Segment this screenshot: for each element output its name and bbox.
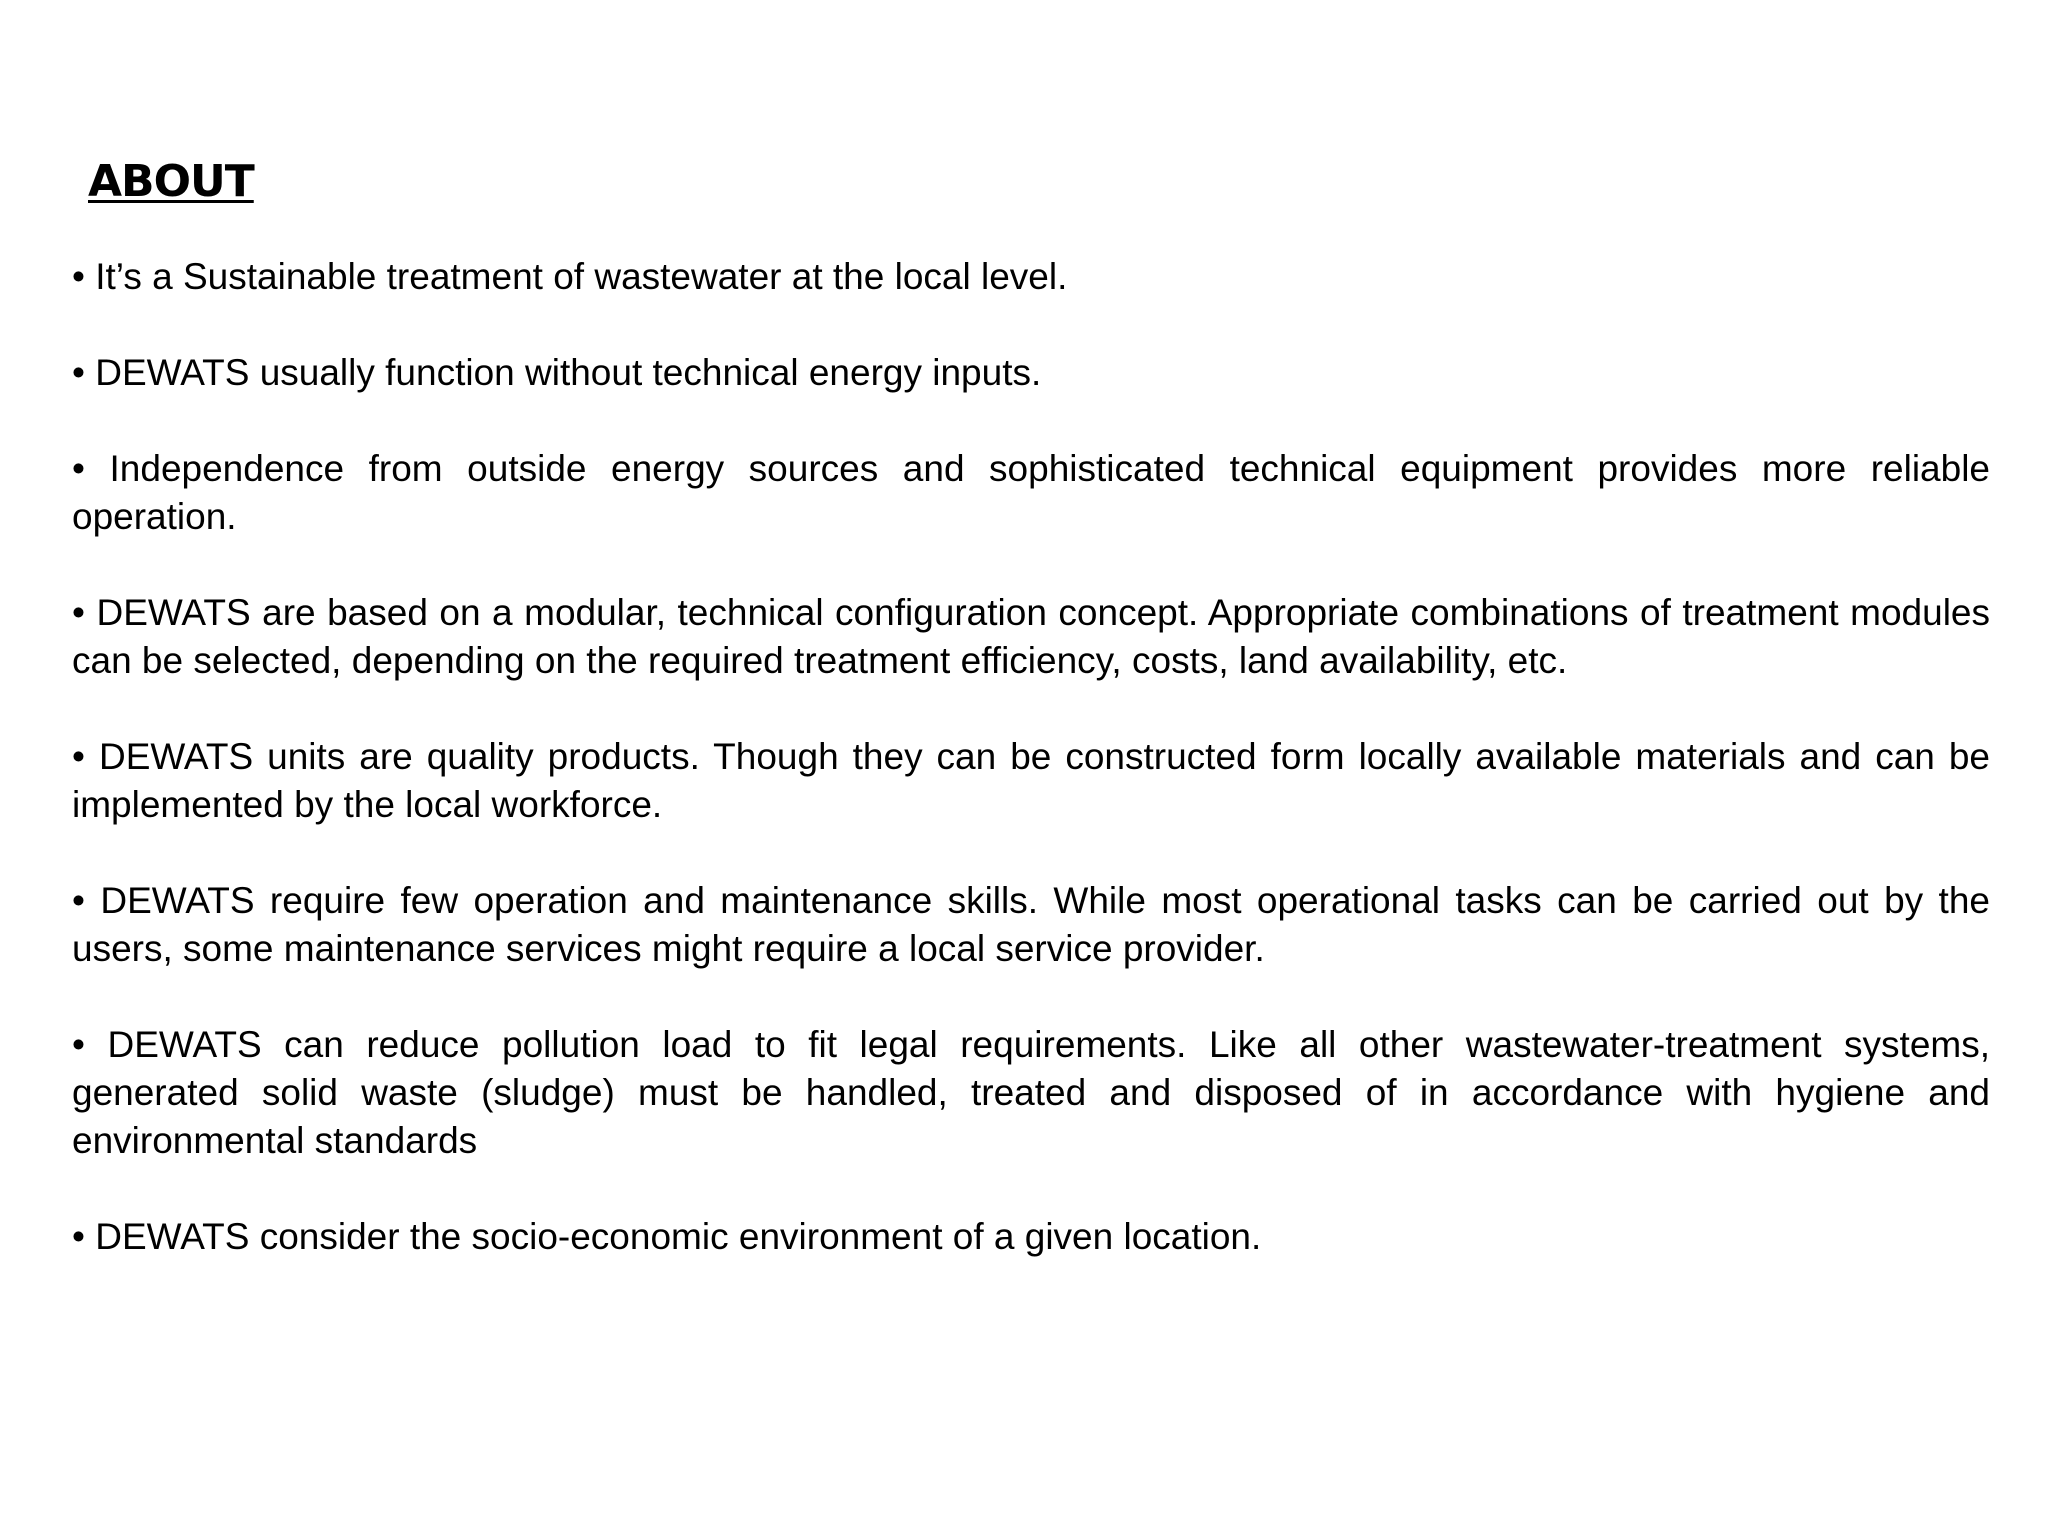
bullet-icon: • [72,736,85,777]
bullet-item [72,445,1990,541]
bullet-item [72,877,1990,973]
bullet-text: DEWATS units are quality products. Though they can be constructed form locally available materials and can be implemented by the local workforce. [72,736,1991,825]
slide-heading: ABOUT [88,156,254,207]
bullet-item [72,253,1990,301]
bullet-item [72,733,1990,829]
bullet-text: It’s a Sustainable treatment of wastewater at the local level. [95,256,1068,297]
bullet-icon: • [72,1216,85,1257]
bullet-text: DEWATS are based on a modular, technical configuration concept. Appropriate combinations of treatment modules can be selected, depending on the required treatment efficiency, costs, land availability, etc. [72,592,1991,681]
bullet-item [72,349,1990,397]
bullet-list [72,253,1990,1261]
bullet-icon: • [72,448,85,489]
bullet-item [72,1021,1990,1165]
bullet-icon: • [72,1024,85,1065]
bullet-text: DEWATS require few operation and maintenance skills. While most operational tasks can be carried out by the users, some maintenance services might require a local service provider. [72,880,1990,969]
bullet-text: DEWATS consider the socio-economic environment of a given location. [95,1216,1262,1257]
bullet-text: DEWATS usually function without technical energy inputs. [95,352,1042,393]
bullet-item [72,589,1990,685]
bullet-text: Independence from outside energy sources and sophisticated technical equipment provides more reliable operation. [72,448,1990,537]
bullet-icon: • [72,592,85,633]
bullet-text: DEWATS can reduce pollution load to fit legal requirements. Like all other wastewater-treatment systems, generated solid waste (sludge) must be handled, treated and disposed of in accordance with hygiene and environmental standards [72,1024,1990,1161]
bullet-item [72,1213,1990,1261]
bullet-icon: • [72,256,85,297]
bullet-icon: • [72,352,85,393]
bullet-icon: • [72,880,85,921]
